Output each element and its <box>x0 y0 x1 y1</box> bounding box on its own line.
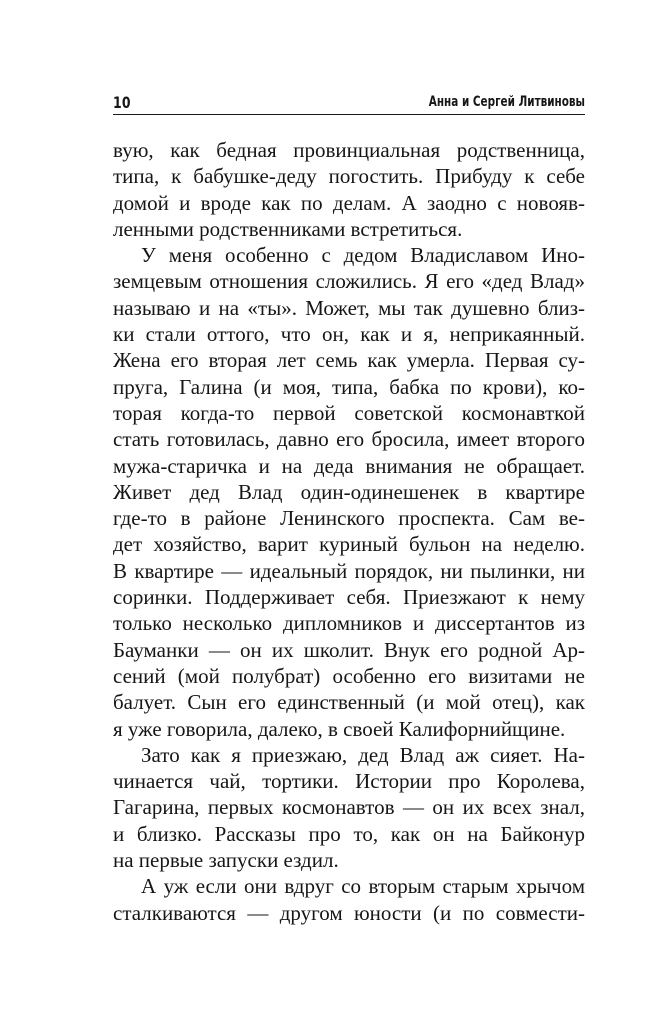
text-line: соринки. Поддерживает себя. Приезжают к нему <box>113 585 585 610</box>
text-line: типа, к бабушке-деду погостить. Прибуду к себе <box>113 164 585 189</box>
text-line: дет хозяйство, варит куриный бульон на неделю. <box>113 532 585 557</box>
text-line: Зато как я приезжаю, дед Влад аж сияет. На- <box>141 742 585 767</box>
body-text <box>113 137 585 926</box>
text-line: А уж если они вдруг со вторым старым хрычом <box>141 874 585 899</box>
text-line: пруга, Галина (и моя, типа, бабка по крови), ко- <box>113 374 585 399</box>
page-header <box>113 88 585 115</box>
running-title: Анна и Сергей Литвиновы <box>428 94 585 110</box>
text-line: балует. Сын его единственный (и мой отец), как <box>113 690 585 715</box>
text-line: ленными родственниками встретиться. <box>113 216 463 241</box>
text-line: Живет дед Влад один-одинешенек в квартире <box>113 479 585 504</box>
text-line: на первые запуски ездил. <box>113 848 339 873</box>
text-line: стать готовилась, давно его бросила, имеет второго <box>113 427 585 452</box>
text-line: домой и вроде как по делам. А заодно с новояв- <box>113 190 585 215</box>
text-line: я уже говорила, далеко, в своей Калифорнийщине. <box>113 716 566 741</box>
text-line: В квартире — идеальный порядок, ни пылинки, ни <box>113 558 585 583</box>
text-line: торая когда-то первой советской космонавткой <box>113 400 585 425</box>
text-line: ки стали оттого, что он, как и я, неприкаянный. <box>113 322 585 347</box>
text-line: только несколько дипломников и диссертантов из <box>113 611 585 636</box>
text-line: мужа-старичка и на деда внимания не обращает. <box>113 453 585 478</box>
text-line: Жена его вторая лет семь как умерла. Первая су- <box>113 348 585 373</box>
text-line: Бауманки — он их школит. Внук его родной Ар- <box>113 637 585 662</box>
text-line: где-то в районе Ленинского проспекта. Сам ве- <box>113 506 585 531</box>
text-line: Гагарина, первых космонавтов — он их всех знал, <box>113 795 585 820</box>
text-line: чинается чай, тортики. Истории про Королева, <box>113 769 585 794</box>
text-line: и близко. Рассказы про то, как он на Байконур <box>113 821 585 846</box>
text-line: называю и на «ты». Может, мы так душевно близ- <box>113 295 585 320</box>
text-line: земцевым отношения сложились. Я его «дед Влад» <box>113 269 585 294</box>
text-line: сений (мой полубрат) особенно его визитами не <box>113 663 585 688</box>
text-line: сталкиваются — другом юности (и по совмести- <box>113 900 585 925</box>
text-line: У меня особенно с дедом Владиславом Ино- <box>141 243 585 268</box>
page-number: 10 <box>113 93 131 112</box>
text-line: вую, как бедная провинциальная родственница, <box>113 138 585 162</box>
